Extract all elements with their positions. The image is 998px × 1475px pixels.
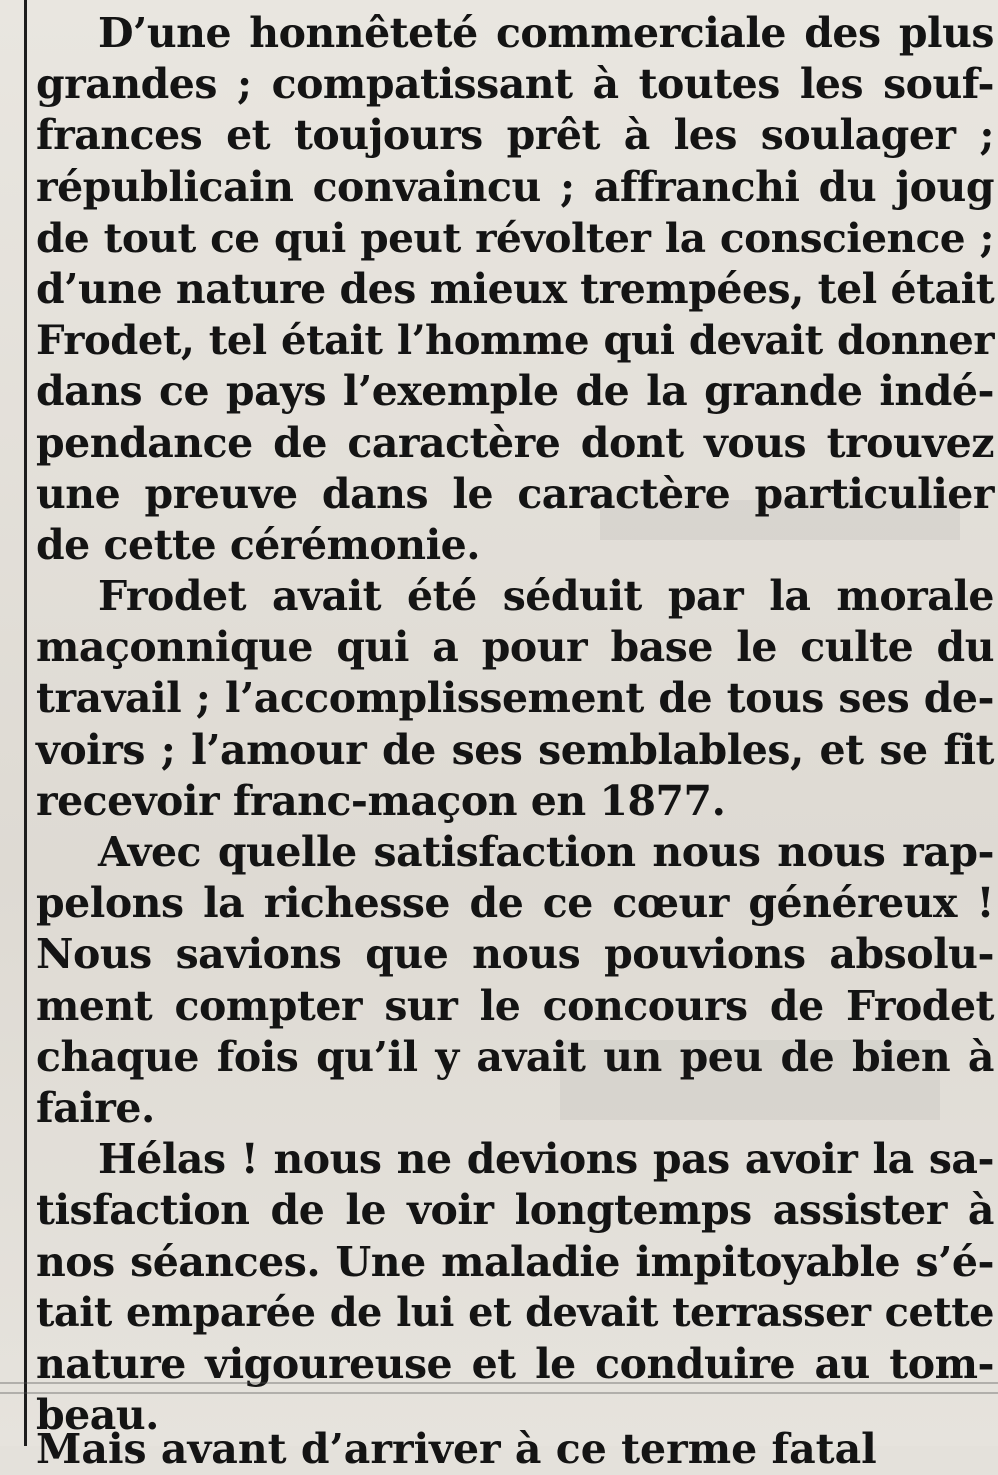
text-line: Nous savions que nous pouvions absolu-	[36, 930, 994, 979]
text-line: grandes ; compatissant à toutes les souf-	[36, 60, 994, 109]
text-line: voirs ; l’amour de ses semblables, et se fit	[36, 725, 994, 774]
text-line: faire.	[36, 1083, 155, 1132]
text-line: ment compter sur le concours de Frodet	[36, 981, 994, 1030]
text-line: tait emparée de lui et devait terrasser cette	[36, 1289, 994, 1336]
text-line: frances et toujours prêt à les soulager ;	[36, 111, 994, 160]
paragraph	[36, 571, 994, 827]
text-line: une preuve dans le caractère particulier	[36, 469, 994, 518]
text-line: travail ; l’accomplissement de tous ses de-	[36, 674, 994, 723]
text-line: Frodet avait été séduit par la morale	[98, 572, 994, 621]
cut-off-text-line: Mais avant d’arriver à ce terme fatal	[36, 1425, 877, 1473]
text-line: Hélas ! nous ne devions pas avoir la sa-	[98, 1135, 994, 1184]
text-line: D’une honnêteté commerciale des plus	[98, 9, 994, 57]
text-line: républicain convaincu ; affranchi du joug	[36, 162, 994, 211]
text-line: maçonnique qui a pour base le culte du	[36, 623, 994, 672]
text-line: pelons la richesse de ce cœur généreux !	[36, 879, 994, 928]
text-line: nature vigoureuse et le conduire au tom-	[36, 1339, 994, 1388]
paragraph	[36, 8, 994, 571]
page-fold-line	[0, 1382, 998, 1384]
text-line: de cette cérémonie.	[36, 520, 481, 569]
text-line: dans ce pays l’exemple de la grande indé-	[36, 367, 994, 416]
text-line: Frodet, tel était l’homme qui devait donner	[36, 317, 994, 365]
text-line: nos séances. Une maladie impitoyable s’é-	[36, 1237, 994, 1286]
text-line: pendance de caractère dont vous trouvez	[36, 418, 994, 467]
column-rule	[24, 0, 27, 1446]
paragraph	[36, 827, 994, 1134]
text-line: tisfaction de le voir longtemps assister à	[36, 1186, 994, 1235]
text-line: beau.	[36, 1391, 159, 1440]
text-line: d’une nature des mieux trempées, tel était	[36, 264, 995, 313]
page-fold-line	[0, 1392, 998, 1394]
text-line: chaque fois qu’il y avait un peu de bien à	[36, 1032, 994, 1081]
article-body	[36, 8, 994, 1441]
text-line: recevoir franc-maçon en 1877.	[36, 776, 726, 825]
text-line: Avec quelle satisfaction nous nous rap-	[98, 828, 994, 876]
paragraph	[36, 1134, 994, 1441]
text-line: de tout ce qui peut révolter la conscience ;	[36, 213, 994, 262]
